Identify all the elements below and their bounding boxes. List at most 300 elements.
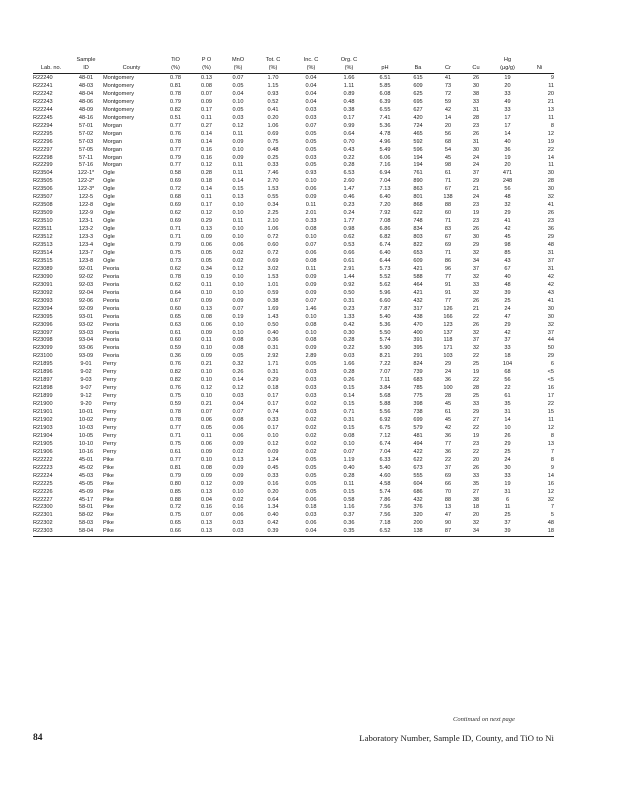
cell-cr: 126 xyxy=(443,305,453,312)
cell-org-c: 0.92 xyxy=(343,281,355,288)
cell-ba: 395 xyxy=(413,345,423,352)
cell-tio2: 0.82 xyxy=(170,377,181,384)
cell-inc-c: 0.10 xyxy=(305,234,317,241)
cell-tio2: 0.79 xyxy=(170,98,181,105)
cell-p2o5: 0.06 xyxy=(201,242,212,249)
cell-ba: 376 xyxy=(413,504,423,511)
cell-ni: 12 xyxy=(547,424,554,431)
cell-tio2: 0.67 xyxy=(170,297,181,304)
cell-sample-id: 92-03 xyxy=(78,281,94,288)
cell-org-c: 0.99 xyxy=(343,122,355,129)
cell-lab-no: R23515 xyxy=(33,257,53,264)
cell-sample-id: 48-04 xyxy=(78,90,94,97)
cell-lab-no: R23094 xyxy=(33,305,53,312)
cell-ph: 5.74 xyxy=(379,488,391,495)
cell-ni: 26 xyxy=(547,210,554,217)
cell-ba: 465 xyxy=(413,130,423,137)
table-row xyxy=(33,290,554,298)
cell-inc-c: 0.08 xyxy=(305,257,317,264)
cell-tot-c: 7.46 xyxy=(267,170,279,177)
cell-ba: 555 xyxy=(413,472,423,479)
cell-county: Pike xyxy=(103,496,114,503)
cell-ba: 421 xyxy=(413,265,423,272)
data-table-container xyxy=(33,57,554,537)
cell-tio2: 0.65 xyxy=(170,520,181,527)
cell-inc-c: 0.10 xyxy=(305,329,317,336)
cell-org-c: 0.31 xyxy=(343,416,355,423)
cell-tot-c: 0.48 xyxy=(267,146,279,153)
cell-cr: 91 xyxy=(444,281,452,288)
cell-tot-c: 0.75 xyxy=(267,138,279,145)
cell-tio2: 0.64 xyxy=(170,289,181,296)
cell-inc-c: 0.08 xyxy=(305,337,317,344)
cell-lab-no: R22300 xyxy=(33,504,53,511)
cell-tio2: 0.58 xyxy=(170,170,181,177)
cell-org-c: 0.98 xyxy=(343,226,355,233)
cell-mno: 0.06 xyxy=(232,242,244,249)
cell-sample-id: 9-07 xyxy=(80,385,92,392)
cell-county: Ogle xyxy=(103,218,115,225)
cell-tot-c: 0.59 xyxy=(267,289,279,296)
cell-inc-c: 0.10 xyxy=(305,313,317,320)
header-cr: Cr xyxy=(434,65,462,74)
cell-org-c: 0.03 xyxy=(343,353,355,360)
cell-hg: 14 xyxy=(504,416,511,423)
cell-lab-no: R22298 xyxy=(33,154,53,161)
cell-hg: 29 xyxy=(504,440,511,447)
cell-mno: 0.16 xyxy=(232,504,244,511)
cell-tot-c: 2.70 xyxy=(267,178,279,185)
header-top-sample: Sample xyxy=(76,57,96,63)
cell-county: Peoria xyxy=(103,329,120,336)
cell-lab-no: R23092 xyxy=(33,289,53,296)
cell-cr: 103 xyxy=(443,353,453,360)
cell-ni: <5 xyxy=(547,377,554,384)
cell-ni: 48 xyxy=(547,520,554,527)
cell-lab-no: R21902 xyxy=(33,416,53,423)
cell-lab-no: R23507 xyxy=(33,194,53,201)
cell-ph: 7.22 xyxy=(379,361,391,368)
cell-ni: 37 xyxy=(547,329,554,336)
cell-p2o5: 0.07 xyxy=(201,512,212,519)
header-top-hg: Hg xyxy=(503,57,512,63)
cell-mno: 0.10 xyxy=(232,226,244,233)
cell-cu: 24 xyxy=(472,194,480,201)
cell-mno: 0.06 xyxy=(232,424,244,431)
cell-county: Peoria xyxy=(103,353,120,360)
cell-p2o5: 0.10 xyxy=(201,377,212,384)
cell-mno: 0.14 xyxy=(232,377,244,384)
cell-tot-c: 0.31 xyxy=(267,369,279,376)
cell-cu: 26 xyxy=(472,321,480,328)
cell-cu: 24 xyxy=(472,162,480,169)
cell-tio2: 0.60 xyxy=(170,337,181,344)
cell-ni: 44 xyxy=(547,337,554,344)
cell-tio2: 0.82 xyxy=(170,369,181,376)
cell-cr: 90 xyxy=(444,520,452,527)
cell-cu: 32 xyxy=(472,329,480,336)
table-row xyxy=(33,162,554,170)
header-totc-unit: (%) xyxy=(254,65,292,74)
cell-ni: 37 xyxy=(547,257,554,264)
cell-county: Peoria xyxy=(103,305,120,312)
cell-mno: 0.12 xyxy=(232,265,244,272)
cell-ph: 5.40 xyxy=(379,313,391,320)
cell-sample-id: 123-7 xyxy=(78,249,94,256)
cell-hg: 6 xyxy=(505,496,510,503)
cell-sample-id: 10-10 xyxy=(78,440,94,447)
cell-ba: 863 xyxy=(413,186,423,193)
cell-org-c: 0.23 xyxy=(343,202,355,209)
table-row xyxy=(33,385,554,393)
cell-ph: 5.73 xyxy=(379,265,391,272)
cell-hg: 10 xyxy=(504,424,511,431)
cell-tio2: 0.66 xyxy=(160,528,191,536)
table-row xyxy=(33,226,554,234)
cell-tot-c: 0.33 xyxy=(267,416,279,423)
cell-sample-id: 93-02 xyxy=(78,321,94,328)
cell-sample-id: 57-03 xyxy=(78,138,94,145)
cell-inc-c: 0.02 xyxy=(305,432,317,439)
cell-county: Perry xyxy=(103,393,117,400)
cell-cu: 28 xyxy=(472,114,480,121)
cell-lab-no: R23506 xyxy=(33,186,53,193)
cell-county: Ogle xyxy=(103,234,115,241)
cell-p2o5: 0.12 xyxy=(201,480,212,487)
cell-tot-c: 3.02 xyxy=(267,265,279,272)
cell-cr: 60 xyxy=(444,210,452,217)
table-row xyxy=(33,345,554,353)
cell-p2o5: 0.11 xyxy=(201,432,212,439)
cell-p2o5: 0.07 xyxy=(201,90,212,97)
cell-ni: 32 xyxy=(547,194,554,201)
cell-ph: 5.85 xyxy=(379,82,391,89)
cell-p2o5: 0.06 xyxy=(201,440,212,447)
cell-tot-c: 2.25 xyxy=(267,210,279,217)
cell-cu: 32 xyxy=(472,345,480,352)
table-row xyxy=(33,504,554,512)
cell-cr: 45 xyxy=(444,154,452,161)
cell-tio2: 0.75 xyxy=(170,440,181,447)
cell-p2o5: 0.04 xyxy=(201,496,212,503)
cell-ba: 683 xyxy=(413,377,423,384)
cell-p2o5: 0.16 xyxy=(201,504,212,511)
cell-cr: 68 xyxy=(444,138,452,145)
cell-ba: 438 xyxy=(413,313,423,320)
cell-tot-c: 1.15 xyxy=(267,82,279,89)
cell-ph: 5.56 xyxy=(379,409,391,416)
cell-mno: 0.10 xyxy=(232,281,244,288)
cell-org-c: 1.77 xyxy=(343,218,355,225)
cell-cr: 69 xyxy=(444,242,452,249)
cell-org-c: 1.33 xyxy=(343,313,355,320)
cell-cr: 67 xyxy=(444,186,452,193)
cell-ba: 432 xyxy=(413,496,423,503)
cell-sample-id: 57-11 xyxy=(79,154,93,161)
cell-ni: 11 xyxy=(548,416,554,423)
cell-org-c: 1.66 xyxy=(343,361,355,368)
cell-tio2: 0.60 xyxy=(170,305,181,312)
cell-ph: 6.40 xyxy=(379,249,391,256)
cell-inc-c: 0.03 xyxy=(305,512,317,519)
cell-p2o5: 0.13 xyxy=(201,520,212,527)
cell-lab-no: R22226 xyxy=(33,488,53,495)
cell-tio2: 0.77 xyxy=(170,424,181,431)
cell-inc-c: 0.07 xyxy=(305,242,317,249)
header-sample-id: ID xyxy=(69,65,103,74)
cell-hg: 39 xyxy=(490,528,525,536)
cell-ba: 588 xyxy=(413,273,423,280)
cell-inc-c: 0.03 xyxy=(305,106,317,113)
cell-lab-no: R23093 xyxy=(33,297,53,304)
cell-cr: 36 xyxy=(444,377,452,384)
cell-lab-no: R22301 xyxy=(33,512,53,519)
cell-ph: 7.08 xyxy=(379,218,391,225)
cell-sample-id: 45-17 xyxy=(78,496,94,503)
cell-ni: 8 xyxy=(550,432,554,439)
cell-sample-id: 122-5 xyxy=(78,194,94,201)
header-labno: Lab. no. xyxy=(33,65,69,74)
cell-cu: 29 xyxy=(472,178,480,185)
cell-inc-c: 0.07 xyxy=(305,122,317,129)
cell-tot-c: 0.33 xyxy=(267,472,279,479)
cell-mno: 0.10 xyxy=(232,321,244,328)
cell-org-c: 0.64 xyxy=(343,130,355,137)
cell-cr: 87 xyxy=(434,528,462,536)
cell-county: Perry xyxy=(103,377,117,384)
cell-mno: 0.05 xyxy=(232,82,244,89)
cell-tot-c: 1.53 xyxy=(267,273,279,280)
cell-mno: 0.02 xyxy=(232,496,244,503)
cell-inc-c: 0.03 xyxy=(305,114,317,121)
cell-hg: 17 xyxy=(504,122,511,129)
cell-county: Morgan xyxy=(103,138,122,145)
cell-hg: 19 xyxy=(504,154,511,161)
cell-inc-c: 0.18 xyxy=(305,504,317,511)
cell-ba: 422 xyxy=(413,448,423,455)
cell-p2o5: 0.11 xyxy=(201,114,212,121)
cell-p2o5: 0.06 xyxy=(201,416,212,423)
cell-county: Peoria xyxy=(103,265,120,272)
cell-org-c: 1.16 xyxy=(343,504,355,511)
table-row xyxy=(33,322,554,330)
cell-inc-c: 0.05 xyxy=(305,138,317,145)
header-top-ni xyxy=(525,57,554,65)
cell-ph: 7.87 xyxy=(379,305,391,312)
cell-ba: 138 xyxy=(402,528,434,536)
header-incc-unit: (%) xyxy=(292,65,330,74)
cell-mno: 0.09 xyxy=(232,464,244,471)
cell-ni: 28 xyxy=(547,178,554,185)
cell-lab-no: R21904 xyxy=(33,432,53,439)
cell-tio2: 0.77 xyxy=(170,456,181,463)
cell-ni: 20 xyxy=(547,90,554,97)
cell-tio2: 0.62 xyxy=(170,265,181,272)
cell-p2o5: 0.10 xyxy=(201,345,212,352)
cell-ni: 17 xyxy=(547,393,554,400)
cell-ba: 824 xyxy=(413,361,423,368)
cell-tio2: 0.75 xyxy=(170,249,181,256)
cell-ba: 822 xyxy=(413,242,423,249)
cell-tio2: 0.76 xyxy=(170,361,181,368)
cell-sample-id: 10-01 xyxy=(78,409,94,416)
cell-tot-c: 2.92 xyxy=(267,353,279,360)
cell-cr: 24 xyxy=(444,369,452,376)
cell-county: Ogle xyxy=(103,178,115,185)
cell-ni: 5 xyxy=(550,512,554,519)
cell-org-c: 0.50 xyxy=(343,289,355,296)
cell-org-c: 0.43 xyxy=(343,146,355,153)
cell-ba: 761 xyxy=(413,170,423,177)
cell-hg: 248 xyxy=(502,178,513,185)
cell-p2o5: 0.17 xyxy=(201,202,212,209)
header-ph: pH xyxy=(368,65,402,74)
cell-sample-id: 123-1 xyxy=(78,218,94,225)
cell-cr: 56 xyxy=(444,130,452,137)
cell-inc-c: 0.05 xyxy=(305,464,317,471)
cell-tot-c: 0.69 xyxy=(267,257,279,264)
cell-p2o5: 0.07 xyxy=(201,409,212,416)
cell-tio2: 0.85 xyxy=(170,488,181,495)
cell-mno: 0.09 xyxy=(232,154,244,161)
cell-hg: 35 xyxy=(504,401,511,408)
cell-inc-c: 0.04 xyxy=(292,528,330,536)
cell-ph: 6.08 xyxy=(379,90,391,97)
cell-cu: 27 xyxy=(472,416,480,423)
cell-tio2: 0.36 xyxy=(170,353,181,360)
cell-mno: 0.03 xyxy=(222,528,254,536)
cell-ph: 4.96 xyxy=(379,138,391,145)
cell-ba: 194 xyxy=(413,154,423,161)
cell-p2o5: 0.11 xyxy=(201,337,212,344)
cell-county: Perry xyxy=(103,416,117,423)
cell-tio2: 0.61 xyxy=(170,448,181,455)
cell-ba: 421 xyxy=(413,289,423,296)
cell-sample-id: 92-04 xyxy=(78,289,94,296)
cell-lab-no: R23100 xyxy=(33,353,53,360)
cell-ba: 615 xyxy=(413,75,423,81)
cell-lab-no: R22302 xyxy=(33,520,53,527)
cell-org-c: 0.22 xyxy=(343,154,355,161)
cell-ni: 18 xyxy=(525,528,554,536)
cell-ni: 12 xyxy=(547,130,554,137)
cell-p2o5: 0.12 xyxy=(201,385,212,392)
cell-mno: 0.07 xyxy=(232,409,244,416)
cell-ni: 30 xyxy=(547,305,554,312)
cell-mno: 0.06 xyxy=(232,432,244,439)
cell-mno: 0.05 xyxy=(232,106,244,113)
cell-cr: 45 xyxy=(444,416,452,423)
cell-lab-no: R23504 xyxy=(33,170,53,177)
table-row xyxy=(33,99,554,107)
cell-lab-no: R21896 xyxy=(33,369,53,376)
cell-inc-c: 0.03 xyxy=(305,385,317,392)
cell-cr: 61 xyxy=(444,170,452,177)
cell-ph: 6.33 xyxy=(379,456,391,463)
cell-inc-c: 0.03 xyxy=(305,409,317,416)
cell-lab-no: R21899 xyxy=(33,393,53,400)
table-row xyxy=(33,250,554,258)
cell-inc-c: 1.46 xyxy=(305,305,317,312)
cell-ba: 739 xyxy=(413,369,423,376)
cell-sample-id: 48-03 xyxy=(78,82,94,89)
cell-sample-id: 9-02 xyxy=(80,369,92,376)
cell-ph: 6.86 xyxy=(379,226,391,233)
cell-lab-no: R23512 xyxy=(33,234,53,241)
cell-ph: 6.82 xyxy=(379,234,391,241)
cell-ni: 42 xyxy=(547,281,554,288)
cell-hg: 61 xyxy=(504,393,511,400)
cell-lab-no: R21895 xyxy=(33,361,53,368)
cell-tot-c: 0.52 xyxy=(267,98,279,105)
cell-inc-c: 0.02 xyxy=(305,416,317,423)
cell-county: Perry xyxy=(103,440,117,447)
cell-ni: 21 xyxy=(547,98,554,105)
cell-cr: 137 xyxy=(443,329,453,336)
cell-org-c: 0.40 xyxy=(343,464,355,471)
cell-ph: 5.88 xyxy=(379,401,391,408)
cell-ph: 6.94 xyxy=(379,170,391,177)
cell-county: Pike xyxy=(103,488,114,495)
cell-lab-no: R22227 xyxy=(33,496,53,503)
cell-county: Perry xyxy=(103,361,117,368)
cell-ni: 41 xyxy=(547,297,554,304)
table-row xyxy=(33,91,554,99)
table-row xyxy=(33,123,554,131)
cell-tot-c: 0.74 xyxy=(267,409,279,416)
footer-caption: Laboratory Number, Sample ID, County, and TiO to Ni xyxy=(359,733,554,743)
cell-county: Montgomery xyxy=(103,106,135,113)
cell-county: Peoria xyxy=(103,313,120,320)
cell-ni: 16 xyxy=(547,385,554,392)
cell-tio2: 0.69 xyxy=(170,202,181,209)
cell-p2o5: 0.27 xyxy=(201,122,212,129)
cell-cu: 38 xyxy=(472,496,480,503)
cell-ph: 5.49 xyxy=(379,146,391,153)
cell-cu: 33 xyxy=(472,401,480,408)
cell-ba: 609 xyxy=(413,82,423,89)
cell-org-c: 1.44 xyxy=(343,273,355,280)
cell-org-c: 1.11 xyxy=(343,82,355,89)
cell-ba: 400 xyxy=(413,329,423,336)
cell-cu: 28 xyxy=(472,385,480,392)
cell-sample-id: 58-01 xyxy=(78,504,94,511)
cell-sample-id: 10-05 xyxy=(78,432,94,439)
cell-tot-c: 0.60 xyxy=(267,242,279,249)
cell-org-c: 0.28 xyxy=(343,162,355,169)
cell-ph: 6.92 xyxy=(379,416,391,423)
table-row xyxy=(33,170,554,178)
cell-inc-c: 0.05 xyxy=(305,146,317,153)
cell-ph: 4.78 xyxy=(379,130,391,137)
cell-p2o5: 0.09 xyxy=(201,472,212,479)
cell-county: Peoria xyxy=(103,281,120,288)
header-row-top xyxy=(33,57,554,65)
cell-hg: 39 xyxy=(504,289,511,296)
cell-ni: 31 xyxy=(547,265,554,272)
cell-ph: 5.62 xyxy=(379,281,391,288)
cell-mno: 0.13 xyxy=(232,456,244,463)
cell-tot-c: 0.72 xyxy=(267,249,279,256)
cell-cu: 33 xyxy=(472,472,480,479)
cell-hg: 48 xyxy=(504,194,511,201)
cell-hg: 40 xyxy=(504,273,511,280)
cell-hg: 25 xyxy=(504,512,511,519)
cell-ph: 5.52 xyxy=(379,273,391,280)
table-row xyxy=(33,298,554,306)
table-row xyxy=(33,210,554,218)
cell-inc-c: 0.05 xyxy=(305,488,317,495)
